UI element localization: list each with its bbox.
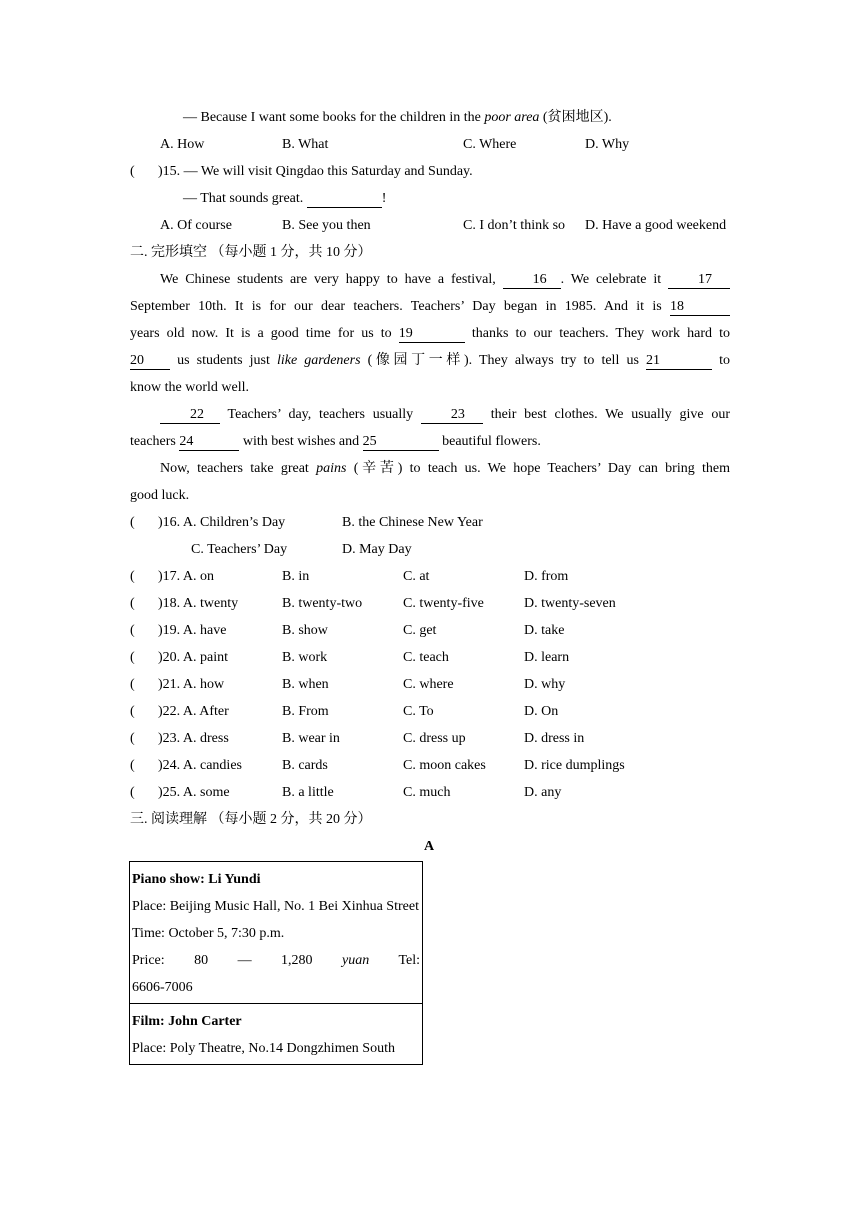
blank-20: 20	[130, 353, 170, 370]
q23-option-c: C. dress up	[403, 731, 466, 746]
q16-option-d: D. May Day	[342, 542, 412, 557]
q14-option-b: B. What	[282, 137, 329, 152]
answer-blank	[307, 191, 382, 208]
q19-option-c: C. get	[403, 623, 437, 638]
cloze-line-7: teachers 24 with best wishes and 25 beautiful flowers.	[130, 434, 541, 449]
q15-option-d: D. Have a good weekend	[585, 218, 727, 233]
q22-option-b: B. From	[282, 704, 329, 719]
q24-option-d: D. rice dumplings	[524, 758, 625, 773]
q24-option-c: C. moon cakes	[403, 758, 486, 773]
q18-option-c: C. twenty-five	[403, 596, 484, 611]
answer-paren: (	[130, 650, 135, 665]
section3-heading: 三. 阅读理解 （每小题 2 分，共 20 分）	[130, 812, 372, 827]
section2-heading: 二. 完形填空 （每小题 1 分，共 10 分）	[130, 245, 372, 260]
notice-place: Place: Beijing Music Hall, No. 1 Bei Xinhua Street	[132, 899, 419, 914]
q15-option-b: B. See you then	[282, 218, 371, 233]
notice-place: Place: Poly Theatre, No.14 Dongzhimen South	[132, 1041, 395, 1056]
q15-paren: (	[130, 164, 135, 179]
blank-19: 19	[399, 326, 465, 343]
q17-option-d: D. from	[524, 569, 569, 584]
q20-option-b: B. work	[282, 650, 328, 665]
q16-option-c: C. Teachers’ Day	[191, 542, 288, 557]
q20-option-d: D. learn	[524, 650, 570, 665]
answer-paren: (	[130, 731, 135, 746]
answer-paren: (	[130, 596, 135, 611]
notice-film	[130, 1004, 423, 1065]
q22-option-c: C. To	[403, 704, 434, 719]
q21-option-d: D. why	[524, 677, 566, 692]
q15-reply: — That sounds great. !	[183, 191, 387, 206]
notice-price: Price: 80 — 1,280 yuan Tel:	[132, 953, 421, 968]
q16-option-a: )16. A. Children’s Day	[158, 515, 286, 530]
q23-option-b: B. wear in	[282, 731, 340, 746]
q22-option-d: D. On	[524, 704, 559, 719]
answer-paren: (	[130, 704, 135, 719]
blank-22: 22	[160, 407, 220, 424]
q19-option-a: )19. A. have	[158, 623, 227, 638]
blank-23: 23	[421, 407, 483, 424]
q21-option-a: )21. A. how	[158, 677, 225, 692]
events-table	[129, 861, 423, 1065]
q25-option-d: D. any	[524, 785, 562, 800]
answer-paren: (	[130, 515, 135, 530]
q25-option-c: C. much	[403, 785, 451, 800]
q17-option-c: C. at	[403, 569, 430, 584]
q21-option-c: C. where	[403, 677, 454, 692]
notice-title: Piano show: Li Yundi	[132, 872, 261, 887]
q20-option-a: )20. A. paint	[158, 650, 228, 665]
q22-option-a: )22. A. After	[158, 704, 229, 719]
q20-option-c: C. teach	[403, 650, 449, 665]
cloze-line-3: years old now. It is a good time for us to 19 thanks to our teachers. They work hard to	[130, 326, 730, 341]
answer-paren: (	[130, 677, 135, 692]
q14-option-c: C. Where	[463, 137, 517, 152]
passage-label: A	[424, 839, 435, 854]
cloze-line-5: know the world well.	[130, 380, 249, 395]
blank-17: 17	[668, 272, 730, 289]
q23-option-d: D. dress in	[524, 731, 585, 746]
q18-option-a: )18. A. twenty	[158, 596, 239, 611]
q15-option-a: A. Of course	[160, 218, 232, 233]
q16-option-b: B. the Chinese New Year	[342, 515, 483, 530]
notice-title: Film: John Carter	[132, 1014, 242, 1029]
answer-paren: (	[130, 785, 135, 800]
blank-21: 21	[646, 353, 712, 370]
q25-option-a: )25. A. some	[158, 785, 230, 800]
notice-tel: 6606-7006	[132, 980, 193, 995]
blank-18: 18	[670, 299, 730, 316]
blank-24: 24	[179, 434, 239, 451]
q15-question: )15. — We will visit Qingdao this Saturday and Sunday.	[158, 164, 473, 179]
q21-option-b: B. when	[282, 677, 329, 692]
answer-paren: (	[130, 623, 135, 638]
q24-option-b: B. cards	[282, 758, 328, 773]
q15-option-c: C. I don’t think so	[463, 218, 566, 233]
cloze-line-2: September 10th. It is for our dear teachers. Teachers’ Day began in 1985. And it is 18	[130, 297, 730, 317]
q18-option-d: D. twenty-seven	[524, 596, 616, 611]
q17-option-b: B. in	[282, 569, 310, 584]
q24-option-a: )24. A. candies	[158, 758, 242, 773]
q19-option-d: D. take	[524, 623, 565, 638]
cloze-line-4: 20 us students just like gardeners (像园丁一样). They always try to tell us 21 to	[130, 353, 730, 368]
cloze-line-8: Now, teachers take great pains (辛苦) to teach us. We hope Teachers’ Day can bring them	[160, 461, 731, 476]
answer-paren: (	[130, 758, 135, 773]
q18-option-b: B. twenty-two	[282, 596, 363, 611]
cloze-line-9: good luck.	[130, 488, 190, 503]
notice-time: Time: October 5, 7:30 p.m.	[132, 926, 285, 941]
q19-option-b: B. show	[282, 623, 328, 638]
q14-option-d: D. Why	[585, 137, 630, 152]
notice-piano-show	[130, 862, 423, 1004]
q14-reply-line: — Because I want some books for the children in the poor area (贫困地区).	[183, 110, 612, 125]
q14-option-a: A. How	[160, 137, 205, 152]
q25-option-b: B. a little	[282, 785, 334, 800]
cloze-line-1: We Chinese students are very happy to have a festival, 16 . We celebrate it 17	[130, 270, 730, 290]
blank-25: 25	[363, 434, 439, 451]
q17-option-a: )17. A. on	[158, 569, 214, 584]
cloze-line-6: 22 Teachers’ day, teachers usually 23 their best clothes. We usually give our	[130, 405, 730, 425]
answer-paren: (	[130, 569, 135, 584]
blank-16: 16	[503, 272, 561, 289]
q23-option-a: )23. A. dress	[158, 731, 229, 746]
